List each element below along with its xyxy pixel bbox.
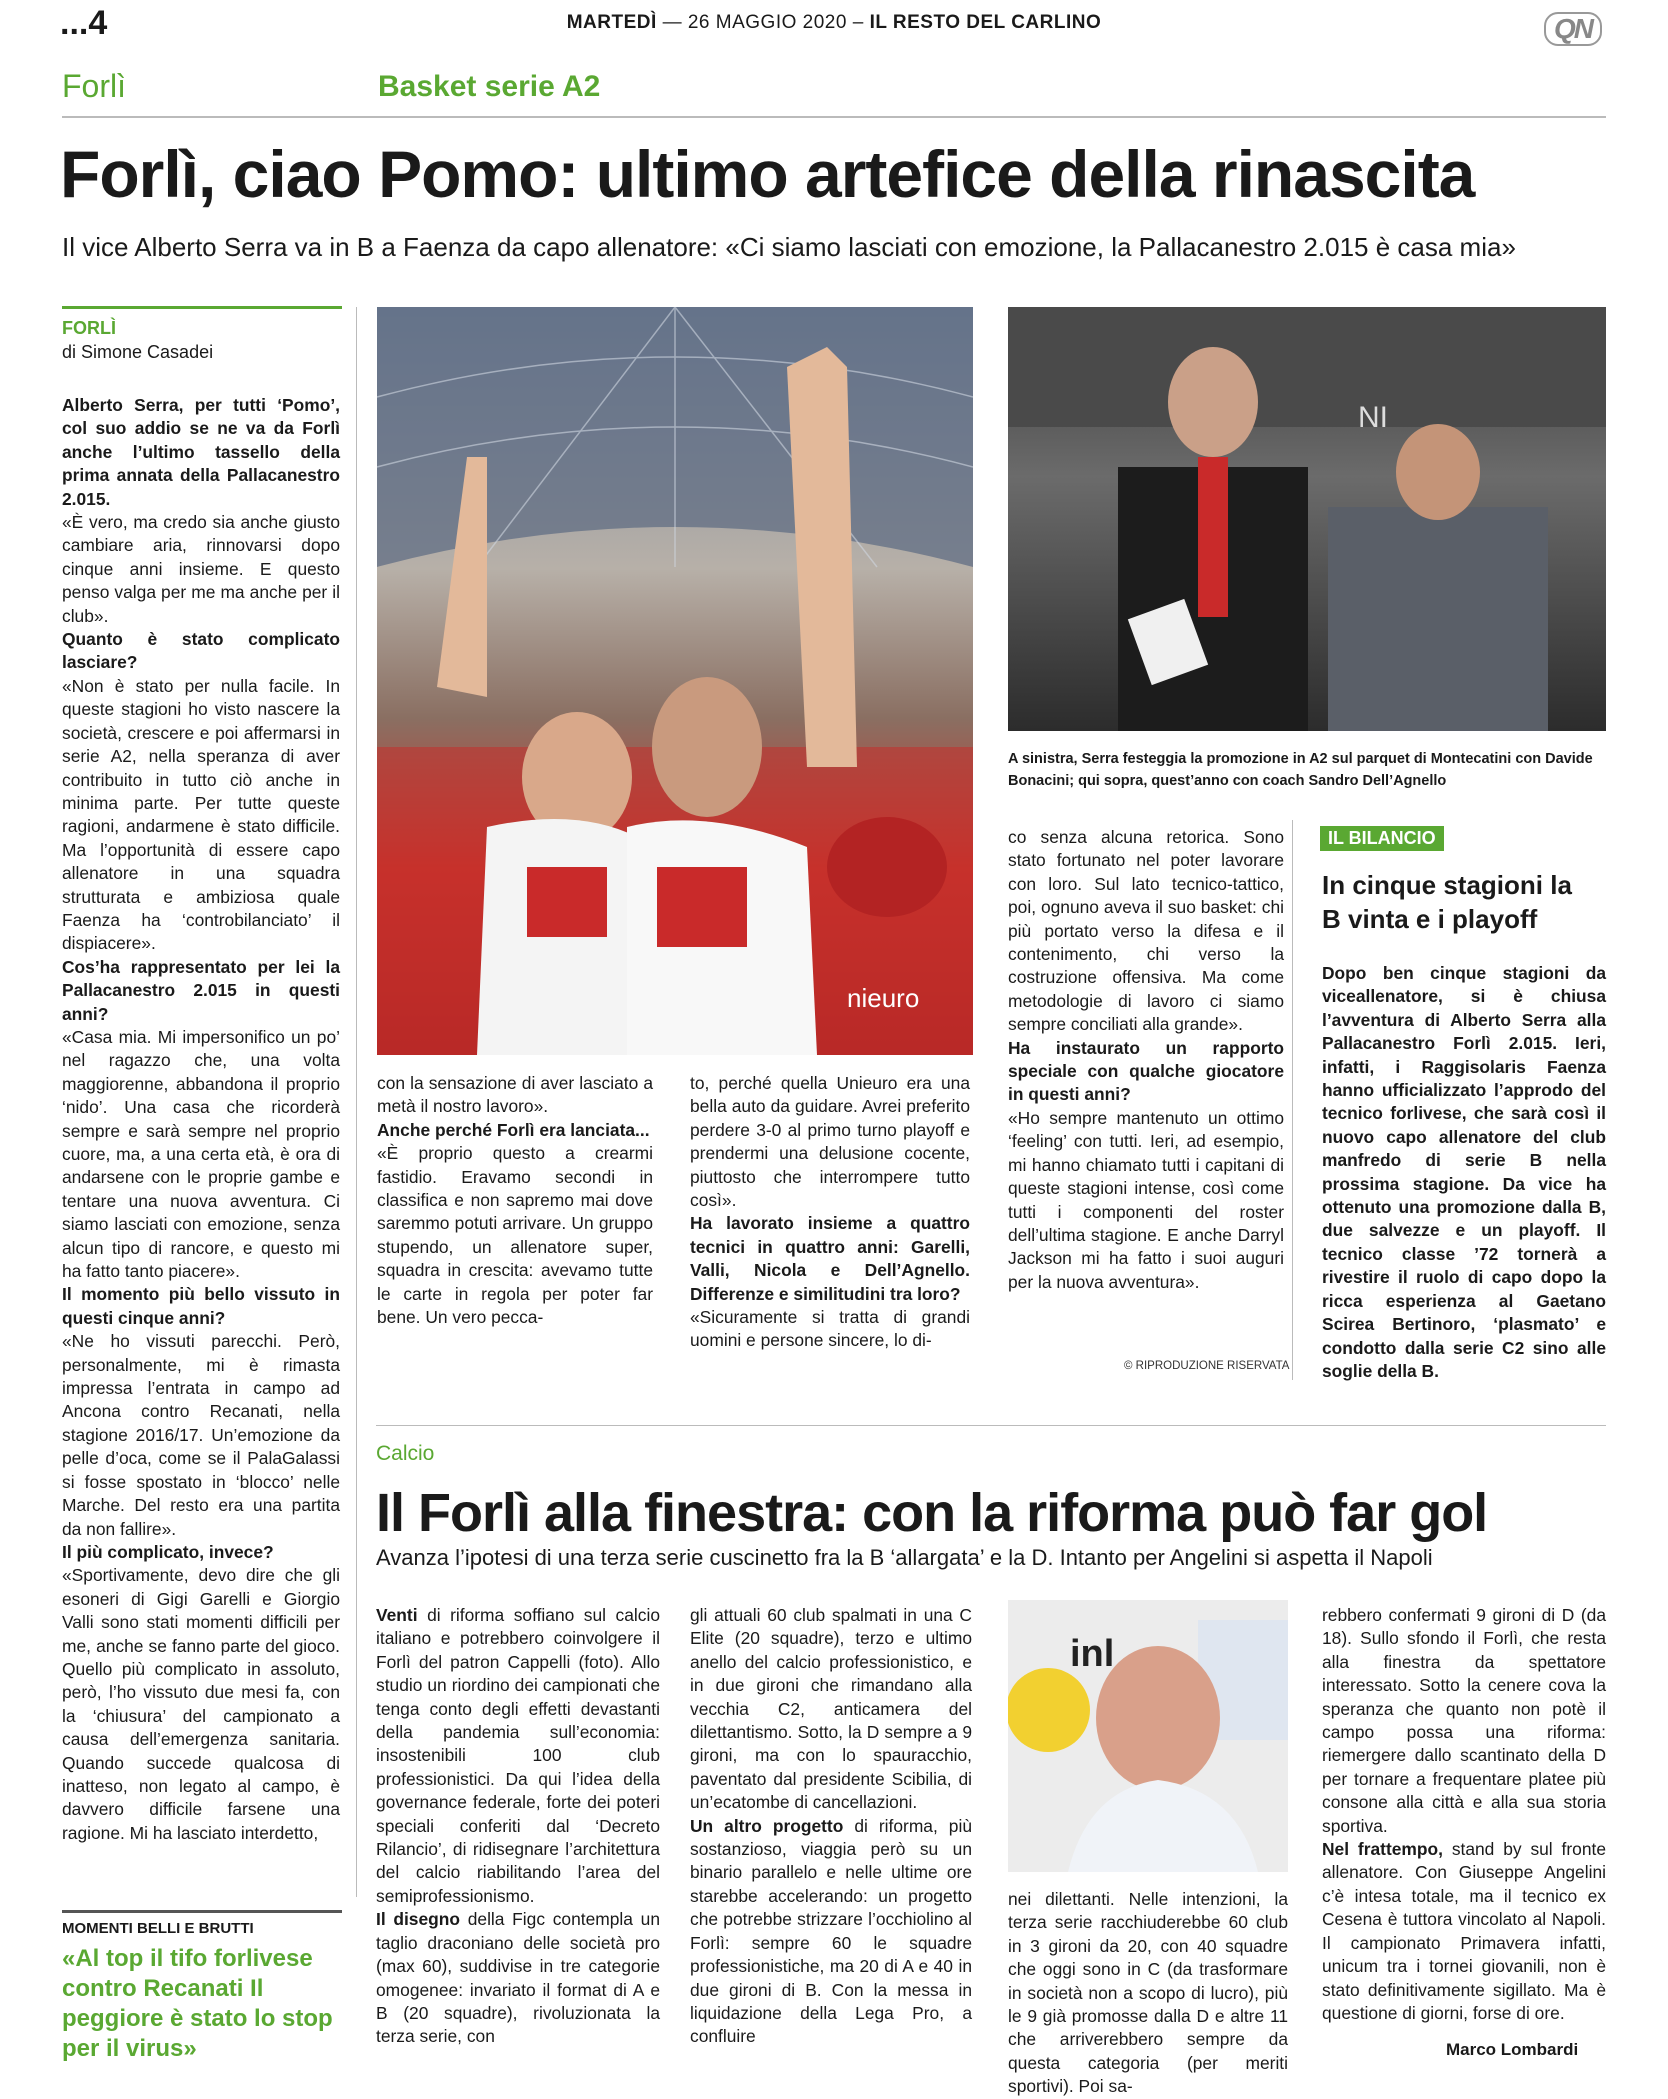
article-paragraph: nei dilettanti. Nelle intenzioni, la terza serie racchiuderebbe 60 club in 3 gironi da 20, con 40 squadre che oggi sono in C (da trasformare in società non a scopo di lucro), più le 9 già promosse dalla D e altre 11 che arriverebbero sempre da questa categoria (per meriti sportivi). Poi sa- [1008,1889,1288,2097]
momenti-quote: «Al top il tifo forlivese contro Recanati Il peggiore è stato lo stop per il virus» [62,1945,333,2062]
momenti-rule [62,1910,342,1913]
header-sep: – [852,12,870,33]
paragraph-lead: Nel frattempo, [1322,1839,1443,1860]
article2-kicker: Calcio [376,1442,435,1465]
interview-question: Cos’ha rappresentato per lei la Pallacanestro 2.015 in questi anni? [62,956,340,1024]
byline-rule [62,306,342,309]
coaches-illustration [1008,307,1606,731]
article-paragraph: Un altro progetto di riforma, più sostanzioso, viaggia però su un binario parallelo e nelle ultime ore starebbe accelerando: un progetto che potrebbe strizzare l’occhiolino al Forlì: sempre 60 le squadre professionistiche, ma 20 di A e 40 in due gironi di B. Con la messa in liquidazione della Lega Pro, a confluire [690,1815,972,2047]
photo-celebration [377,307,973,1055]
copyright-notice: © RIPRODUZIONE RISERVATA [1124,1360,1290,1372]
article2-column-3 [1008,1888,1288,2099]
bilancio-tag: IL BILANCIO [1320,826,1444,851]
interview-question: Il più complicato, invece? [62,1541,274,1562]
photo-caption: A sinistra, Serra festeggia la promozione in A2 sul parquet di Montecatini con Davide Bonacini; qui sopra, quest’anno con coach Sandro Dell’Agnello [1008,751,1593,789]
interview-answer: «Sportivamente, devo dire che gli esoneri di Gigi Garelli e Giorgio Valli sono stati momenti difficili per me, anche se fanno parte del gioco. Quello più complicato in assoluto, però, l’ho vissuto due mesi fa, con la ‘chiusura’ del campionato a causa dell’emergenza sanitaria. Quando succede qualcosa di inatteso, non legato al campo, è davvero difficile farsene una ragione. Mi ha lasciato interdetto, [62,1565,340,1843]
interview-question: Il momento più bello vissuto in questi cinque anni? [62,1284,340,1328]
article2-headline: Il Forlì alla finestra: con la riforma può far gol [376,1483,1488,1543]
article2-subhead: Avanza l’ipotesi di una terza serie cuscinetto fra la B ‘allargata’ e la D. Intanto per Angelini si aspetta il Napoli [376,1545,1433,1570]
interview-question: Quanto è stato complicato lasciare? [62,629,340,673]
header-newspaper: IL RESTO DEL CARLINO [869,12,1102,33]
interview-question: Ha instaurato un rapporto speciale con qualche giocatore in questi anni? [1008,1037,1284,1105]
photo3-sponsor-text: inl [1070,1633,1115,1675]
bilancio-title: In cinque stagioni la B vinta e i playoff [1322,870,1572,934]
article-paragraph: rebbero confermati 9 gironi di D (da 18). Sullo sfondo il Forlì, che resta alla finestra da spettatore interessato. Sotto la cenere cova la speranza che quanto non potè il campo possa una riforma: riemergere dallo scantinato della D per tornare a frequentare platee più consone alla città e alla sua storia sportiva. [1322,1605,1606,1836]
header-day: MARTEDÌ [566,12,657,33]
section-divider [376,1425,1606,1426]
interview-answer: «Ne ho vissuti parecchi. Però, personalmente, mi è rimasta impressa l’entrata in campo ad Ancona contro Recanati, nella stagione 2016/17. Un’emozione da pelle d’oca, come se il PalaGalassi si fosse spostato in ‘blocco’ nelle Marche. Del resto era una partita da non fallire». [62,1331,340,1539]
photo-cappelli [1008,1600,1288,1872]
interview-question: Alberto Serra, per tutti ‘Pomo’, col suo addio se ne va da Forlì anche l’ultimo tassello della prima annata della Pallacanestro 2.015. [62,395,340,509]
byline-author: di Simone Casadei [62,342,214,362]
article2-signature: Marco Lombardi [1446,2040,1579,2059]
article-paragraph: Il disegno della Figc contempla un taglio draconiano delle società pro (max 60), suddivise in tre categorie omogenee: invariato il format di A e B (20 squadre), rivoluzionata la terza serie, con [376,1909,660,2047]
article1-subhead: Il vice Alberto Serra va in B a Faenza da capo allenatore: «Ci siamo lasciati con emozione, la Pallacanestro 2.015 è casa mia» [62,232,1516,262]
page-number: ...4 [60,4,108,42]
article1-column-4 [1008,826,1284,1294]
article2-column-1 [376,1604,660,2049]
interview-answer: «È vero, ma credo sia anche giusto cambiare aria, rinnovarsi dopo cinque anni insieme. E questo penso valga per me ma anche per il club». [62,512,340,626]
paragraph-lead: Venti [376,1605,418,1625]
article1-column-1 [62,394,340,1845]
interview-answer: to, perché quella Unieuro era una bella auto da guidare. Avrei preferito perdere 3-0 al primo turno playoff e prendermi una delusione cocente, piuttosto che interrompere tutto così». [690,1073,970,1211]
col-divider-1 [356,307,357,1897]
momenti-label: MOMENTI BELLI E BRUTTI [62,1920,254,1937]
page-header [0,12,1668,34]
paragraph-lead: Un altro progetto [690,1815,844,1836]
article2-column-4 [1322,1604,1606,2025]
top-rule [62,116,1606,118]
photo1-sponsor-text: nieuro [847,983,920,1013]
byline-city: FORLÌ [62,318,116,338]
bilancio-body: Dopo ben cinque stagioni da viceallenatore, si è chiusa l’avventura di Alberto Serra alla Pallacanestro Forlì 2.015. Ieri, infatti, i Raggisolaris Faenza hanno ufficializzato l’approdo del tecnico forlivese, che sarà così il nuovo capo allenatore del club manfredo di serie B nella prossima stagione. Da vice ha ottenuto una promozione dalla B, due salvezze e un playoff. Il tecnico classe ’72 tornerà a rivestire il ruolo di capo dopo la ricca esperienza al Gaetano Scirea Bertinoro, ‘plasmato’ e condotto dalla serie C2 sino alle soglie della B. [1322,963,1606,1381]
article-paragraph: Venti di riforma soffiano sul calcio italiano e potrebbero coinvolgere il Forlì del patron Cappelli (foto). Allo studio un riordino dei campionati che tenga conto degli effetti devastanti della pandemia sull’economia: insostenibili 100 club professionistici. Da qui l’idea della governance federale, forte dei poteri speciali conferiti dal ‘Decreto Rilancio’, di ridisegnare l’architettura del calcio riabilitando l’area del semiprofessionismo. [376,1605,660,1906]
article-paragraph: Nel frattempo, stand by sul fronte allenatore. Con Giuseppe Angelini c’è intesa totale, ma il tecnico ex Cesena è tuttora vincolato al Napoli. Il campionato Primavera infatti, unicum tra i tornei giovanili, non è stato definitivamente sigillato. Ma è questione di giorni, forse di ore. [1322,1839,1607,2023]
article2-column-2 [690,1604,972,2049]
interview-answer: «Non è stato per nulla facile. In queste stagioni ho visto nascere la società, crescere e poi affermarsi in serie A2, nella speranza di aver contribuito in tutto ciò anche in minima parte. Per tutte queste ragioni, andarmene è stato difficile. Ma l’opportunità di essere capo allenatore in una squadra strutturata e ambiziosa quale Faenza ha ‘controbilanciato’ il dispiacere». [62,675,340,954]
interview-answer: «Casa mia. Mi impersonifico un po’ nel ragazzo che, una volta maggiorenne, abbandona il proprio ‘nido’. Una casa che ricorderà sempre e sarà sempre nel proprio cuore, ma, a una certa età, è ora di andarsene con le proprie gambe e tentare una nuova avventura. Ci siamo lasciati con emozione, senza alcun tipo di rancore, e questo mi ha fatto tanto piacere». [62,1026,340,1282]
interview-answer: con la sensazione di aver lasciato a metà il nostro lavoro». [377,1073,653,1117]
interview-question: Anche perché Forlì era lanciata... [377,1119,650,1140]
photo-coaches [1008,307,1606,731]
qn-logo: QN [1544,12,1602,46]
article1-column-3 [690,1072,970,1353]
paragraph-lead: Il disegno [376,1909,461,1930]
article1-column-2 [377,1072,653,1329]
interview-answer: «È proprio questo a crearmi fastidio. Eravamo secondi in classifica e non sapremo mai dove saremmo potuti arrivare. Un gruppo stupendo, un allenatore super, squadra in crescita: avevamo tutte le carte in regola per poter far bene. Un vero pecca- [377,1143,653,1328]
article1-headline: Forlì, ciao Pomo: ultimo artefice della rinascita [60,137,1475,211]
article1-kicker: Basket serie A2 [378,70,601,103]
header-dash: — [662,12,688,33]
article-paragraph: gli attuali 60 club spalmati in una C Elite (20 squadre), terzo e ultimo anello del calcio professionistico, e in due gironi che rimandano alla vecchia C2, anticamera del dilettantismo. Sotto, la D sempre a 9 gironi, ma con lo spauracchio, paventato dal presidente Scibilia, di un’ecatombe di cancellazioni. [690,1605,972,1813]
celebration-illustration [377,307,973,1055]
photo2-jersey-text: NI [1358,401,1388,434]
cappelli-illustration [1008,1600,1288,1872]
interview-answer: «Sicuramente si tratta di grandi uomini e persone sincere, lo di- [690,1307,970,1351]
header-date: 26 MAGGIO 2020 [687,12,847,33]
interview-answer: «Ho sempre mantenuto un ottimo ‘feeling’ con tutti. Ieri, ad esempio, mi hanno chiamato tutti i capitani di queste stagioni intense, così come tutti i componenti del roster dell’ultima stagione. E anche Darryl Jackson mi ha fatto i suoi auguri per la nuova avventura». [1008,1107,1284,1292]
section-label: Forlì [62,68,126,104]
col-divider-2 [1292,820,1293,1380]
interview-question: Ha lavorato insieme a quattro tecnici in quattro anni: Garelli, Valli, Nicola e Dell’Agnello. Differenze e similitudini tra loro? [690,1213,970,1304]
interview-answer: co senza alcuna retorica. Sono stato fortunato nel poter lavorare con loro. Sul lato tecnico-tattico, poi, ognuno aveva il suo basket: chi più portato verso la difesa e il contenimento, chi verso la costruzione offensiva. Ma come metodologie di lavoro ci siamo sempre conciliati alla grande». [1008,827,1284,1035]
